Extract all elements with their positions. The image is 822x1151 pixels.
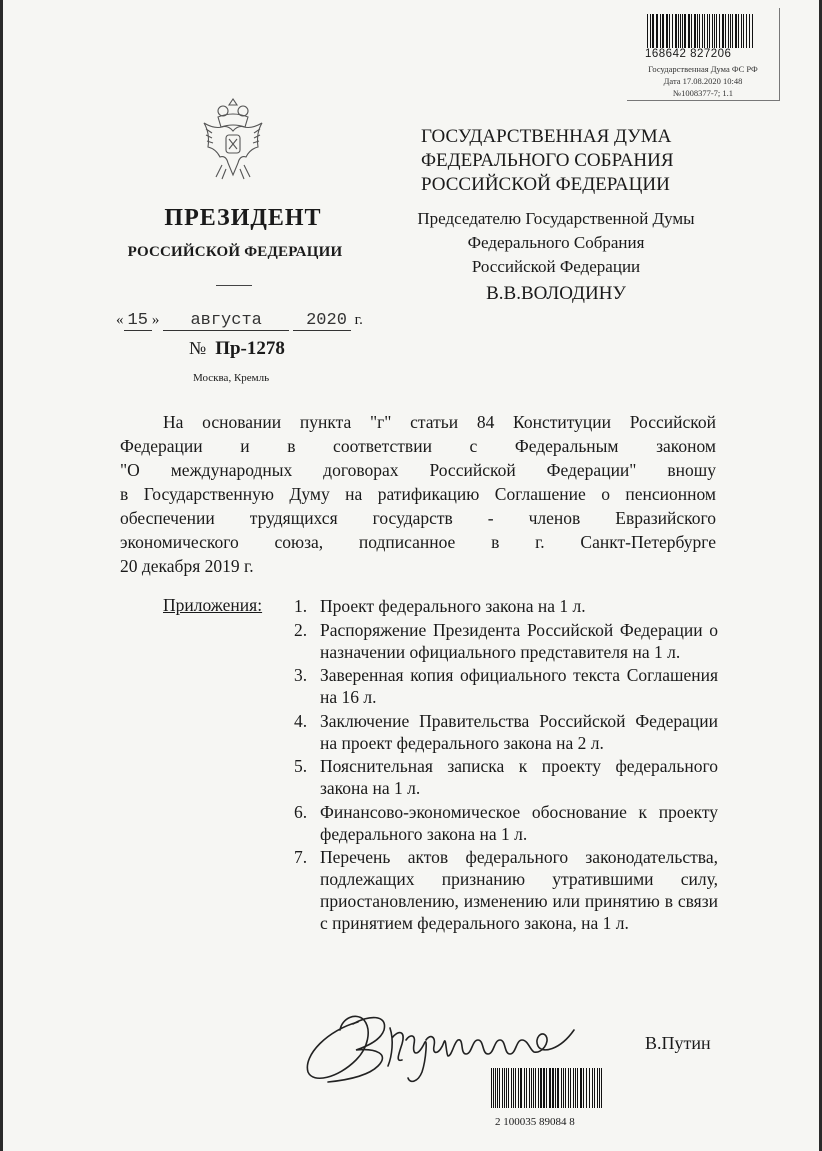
- bottom-barcode: [491, 1068, 621, 1134]
- barcode-bar: [672, 14, 673, 48]
- barcode-bar: [712, 14, 713, 48]
- divider: [216, 285, 252, 286]
- registration-stamp: [627, 8, 780, 101]
- barcode-bar: [699, 14, 700, 48]
- barcode-bar: [695, 14, 696, 48]
- addressee-organization: [421, 125, 691, 197]
- barcode-bar: [732, 14, 733, 48]
- number-value: Пр-1278: [215, 338, 285, 359]
- barcode-bar: [685, 14, 686, 48]
- barcode-bar: [561, 1068, 562, 1108]
- barcode-bar: [555, 1068, 556, 1108]
- sender-subtitle: РОССИЙСКОЙ ФЕДЕРАЦИИ: [127, 244, 343, 260]
- barcode-bar: [752, 14, 753, 48]
- stamp-barcode-number: 168642 827206: [645, 48, 732, 60]
- barcode-bar: [663, 14, 664, 48]
- barcode-bar: [725, 14, 726, 48]
- barcode-bar: [714, 14, 715, 48]
- barcode-bar: [580, 1068, 581, 1108]
- barcode-bar: [675, 14, 676, 48]
- barcode-bar: [531, 1068, 532, 1108]
- barcode-bar: [662, 14, 663, 48]
- barcode-bar: [533, 1068, 534, 1108]
- addressee-to-line: Российской Федерации: [471, 257, 641, 276]
- date-close-quote: »: [151, 312, 160, 328]
- barcode-bar: [529, 1068, 530, 1108]
- date-open-quote: «: [116, 312, 124, 328]
- barcode-bar: [684, 14, 685, 48]
- document-location: Москва, Кремль: [193, 372, 270, 384]
- attachment-text: Перечень актов федерального законодательства, подлежащих признанию утратившими силу, приостановлению, изменению или принятию в связи с принятием федерального закона, на 1 л.: [320, 847, 718, 933]
- barcode-bar: [502, 1068, 503, 1108]
- barcode-bar: [583, 1068, 584, 1108]
- stamp-date: Дата 17.08.2020 10:48: [663, 76, 743, 86]
- addressee-position: [391, 207, 721, 279]
- number-prefix: №: [189, 338, 207, 358]
- barcode-bar: [660, 14, 661, 48]
- barcode-bar: [735, 14, 736, 48]
- attachment-item: [286, 619, 718, 663]
- barcode-bar: [573, 1068, 574, 1108]
- barcode-bar: [719, 14, 720, 48]
- barcode-bar: [499, 1068, 500, 1108]
- stamp-reg: №1008377-7; 1.1: [672, 88, 734, 98]
- barcode-bar: [544, 1068, 545, 1108]
- barcode-bar: [557, 1068, 558, 1108]
- barcode-bar: [730, 14, 731, 48]
- barcode-bar: [728, 14, 729, 48]
- barcode-bar: [688, 14, 689, 48]
- barcode-bar: [680, 14, 681, 48]
- addressee-org-line: ФЕДЕРАЛЬНОГО СОБРАНИЯ: [421, 150, 674, 171]
- barcode-bar: [702, 14, 703, 48]
- barcode-bar: [575, 1068, 576, 1108]
- barcode-bar: [577, 1068, 578, 1108]
- barcode-bar: [722, 14, 723, 48]
- barcode-bar: [704, 14, 705, 48]
- barcode-bar: [549, 1068, 550, 1108]
- addressee-org-line: ГОСУДАРСТВЕННАЯ ДУМА: [421, 126, 672, 147]
- barcode-bar: [586, 1068, 587, 1108]
- barcode-bar: [508, 1068, 509, 1108]
- attachment-item: [286, 664, 718, 708]
- barcode-bar: [707, 14, 708, 48]
- barcode-bar: [666, 14, 667, 48]
- attachment-text: Заверенная копия официального текста Соглашения на 16 л.: [320, 665, 718, 707]
- barcode-bar: [491, 1068, 492, 1108]
- addressee-to-line: Председателю Государственной Думы: [417, 209, 695, 228]
- attachment-item: [286, 755, 718, 799]
- attachment-item: [286, 801, 718, 845]
- barcode-bar: [581, 1068, 582, 1108]
- barcode-bar: [493, 1068, 494, 1108]
- body-line: "О международных договорах Российской Федерации" вношу: [120, 460, 716, 480]
- attachment-number: 2.: [294, 619, 308, 640]
- barcode-bar: [552, 1068, 553, 1108]
- barcode-bar: [657, 14, 658, 48]
- attachment-text: Финансово-экономическое обоснование к проекту федерального закона на 1 л.: [320, 801, 718, 844]
- barcode-bar: [526, 1068, 527, 1108]
- barcode-bar: [678, 14, 679, 48]
- attachment-number: 5.: [294, 756, 308, 776]
- body-line: На основании пункта "г" статьи 84 Конституции Российской: [163, 412, 716, 432]
- addressee-to-line: Федерального Собрания: [467, 233, 645, 252]
- attachment-item: [286, 710, 718, 754]
- attachment-number: 7.: [294, 847, 308, 867]
- attachment-number: 1.: [294, 596, 308, 616]
- barcode-bar: [656, 14, 657, 48]
- barcode-bar: [553, 1068, 554, 1108]
- date-year: 2020: [293, 311, 351, 331]
- barcode-bar: [716, 14, 717, 48]
- barcode-bar: [723, 14, 724, 48]
- addressee-name: В.В.ВОЛОДИНУ: [486, 283, 626, 304]
- barcode-bar: [535, 1068, 536, 1108]
- barcode-bar: [694, 14, 695, 48]
- barcode-bar: [741, 14, 742, 48]
- barcode-bar: [520, 1068, 521, 1108]
- barcode-bar: [682, 14, 683, 48]
- attachment-text: Распоряжение Президента Российской Федерации о назначении официального представителя на 1 л.: [320, 619, 718, 662]
- attachment-item: [286, 846, 718, 934]
- barcode-bar: [652, 14, 653, 48]
- date-month: августа: [163, 311, 289, 331]
- barcode-bar: [543, 1068, 544, 1108]
- document-date: [116, 311, 363, 331]
- barcode-bar: [518, 1068, 519, 1108]
- body-line: обеспечении трудящихся государств - членов Евразийского: [120, 508, 716, 528]
- barcode-bar: [504, 1068, 505, 1108]
- barcode-icon: [647, 14, 755, 48]
- barcode-bar: [709, 14, 710, 48]
- attachments-list: [286, 595, 718, 936]
- barcode-bar: [589, 1068, 590, 1108]
- attachment-number: 6.: [294, 801, 308, 822]
- barcode-bar: [746, 14, 747, 48]
- barcode-bar: [568, 1068, 569, 1108]
- barcode-bar: [738, 14, 739, 48]
- document-page: [3, 0, 819, 1151]
- barcode-bar: [515, 1068, 516, 1108]
- barcode-bar: [650, 14, 651, 48]
- body-line: экономического союза, подписанное в г. Санкт-Петербурге: [120, 532, 716, 552]
- barcode-icon: [491, 1068, 603, 1108]
- barcode-bar: [497, 1068, 498, 1108]
- bottom-barcode-number: 2 100035 89084 8: [495, 1116, 575, 1128]
- barcode-bar: [697, 14, 698, 48]
- barcode-bar: [749, 14, 750, 48]
- attachment-number: 3.: [294, 665, 308, 685]
- attachment-item: [286, 595, 718, 617]
- body-line: 20 декабря 2019 г.: [120, 556, 254, 576]
- attachment-text: Заключение Правительства Российской Федерации на проект федерального закона на 2 л.: [320, 710, 718, 753]
- barcode-bar: [540, 1068, 541, 1108]
- coat-of-arms-icon: [196, 95, 270, 185]
- barcode-bar: [570, 1068, 571, 1108]
- letter-body: [120, 410, 716, 578]
- barcode-bar: [592, 1068, 593, 1108]
- barcode-bar: [506, 1068, 507, 1108]
- signatory-name: В.Путин: [645, 1033, 711, 1053]
- stamp-org: Государственная Дума ФС РФ: [648, 64, 758, 74]
- barcode-bar: [653, 14, 654, 48]
- attachment-text: Пояснительная записка к проекту федерального закона на 1 л.: [320, 756, 718, 798]
- date-year-suffix: г.: [354, 312, 363, 328]
- addressee-org-line: РОССИЙСКОЙ ФЕДЕРАЦИИ: [421, 174, 670, 195]
- body-line: Федерации и в соответствии с Федеральным законом: [120, 436, 716, 456]
- barcode-bar: [601, 1068, 602, 1108]
- body-line: в Государственную Думу на ратификацию Соглашение о пенсионном: [120, 484, 716, 504]
- barcode-bar: [676, 14, 677, 48]
- barcode-bar: [689, 14, 690, 48]
- barcode-bar: [495, 1068, 496, 1108]
- attachment-text: Проект федерального закона на 1 л.: [320, 596, 586, 616]
- document-number: [189, 338, 285, 360]
- barcode-bar: [513, 1068, 514, 1108]
- sender-title: ПРЕЗИДЕНТ: [164, 205, 322, 231]
- barcode-bar: [597, 1068, 598, 1108]
- barcode-bar: [524, 1068, 525, 1108]
- barcode-bar: [743, 14, 744, 48]
- barcode-bar: [511, 1068, 512, 1108]
- barcode-bar: [691, 14, 692, 48]
- attachment-number: 4.: [294, 710, 308, 731]
- barcode-bar: [565, 1068, 566, 1108]
- barcode-bar: [669, 14, 670, 48]
- barcode-bar: [538, 1068, 539, 1108]
- barcode-bar: [736, 14, 737, 48]
- barcode-bar: [563, 1068, 564, 1108]
- barcode-bar: [599, 1068, 600, 1108]
- date-day: 15: [124, 311, 152, 331]
- barcode-bar: [647, 14, 648, 48]
- attachments-label: Приложения:: [163, 595, 263, 615]
- barcode-bar: [546, 1068, 547, 1108]
- barcode-bar: [594, 1068, 595, 1108]
